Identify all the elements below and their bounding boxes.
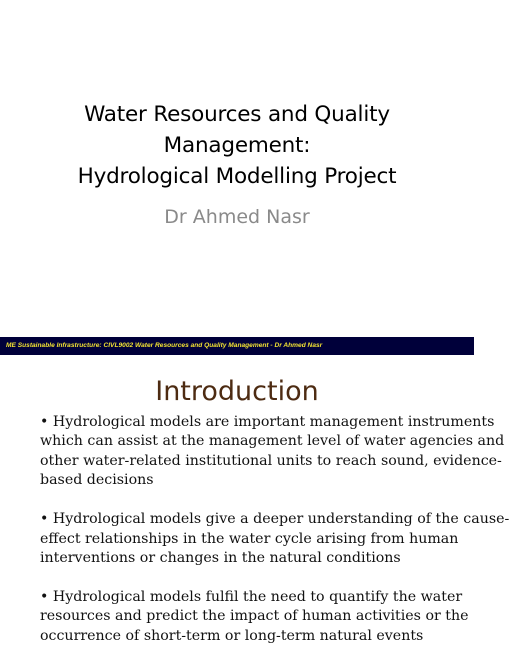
bullet-item (40, 413, 505, 491)
slide-heading: Introduction (155, 376, 319, 407)
bullet-line: • Hydrological models fulfil the need to quantify the water (40, 588, 463, 605)
bullet-line: • Hydrological models give a deeper understanding of the cause- (40, 511, 509, 528)
bullet-item (40, 510, 509, 568)
slide-title-line: Water Resources and Quality (84, 102, 390, 127)
bullet-line: based decisions (40, 472, 154, 489)
bullet-line: occurrence of short-term or long-term natural events (40, 627, 424, 644)
bullet-list (40, 413, 509, 666)
bullet-line: effect relationships in the water cycle arising from human (40, 530, 459, 547)
footer-banner (0, 337, 474, 355)
bullet-line: which can assist at the management level of water agencies and (40, 433, 505, 450)
bullet-line: other water-related institutional units to reach sound, evidence- (40, 452, 502, 469)
slide-title (0, 99, 474, 192)
bullet-line: resources and predict the impact of human activities or the (40, 608, 469, 625)
author-name: Dr Ahmed Nasr (164, 206, 310, 228)
footer-banner-text: ME Sustainable Infrastructure: CIVL9002 Water Resources and Quality Management - Dr Ahmed Nasr (6, 342, 323, 349)
slide-title-line: Hydrological Modelling Project (77, 164, 397, 189)
slide-title-line: Management: (163, 133, 311, 158)
bullet-item (40, 588, 469, 646)
bullet-line: • Hydrological models are important management instruments (40, 414, 495, 430)
title-slide (0, 0, 474, 337)
introduction-slide (0, 355, 509, 644)
bullet-line: interventions or changes in the natural conditions (40, 549, 401, 566)
